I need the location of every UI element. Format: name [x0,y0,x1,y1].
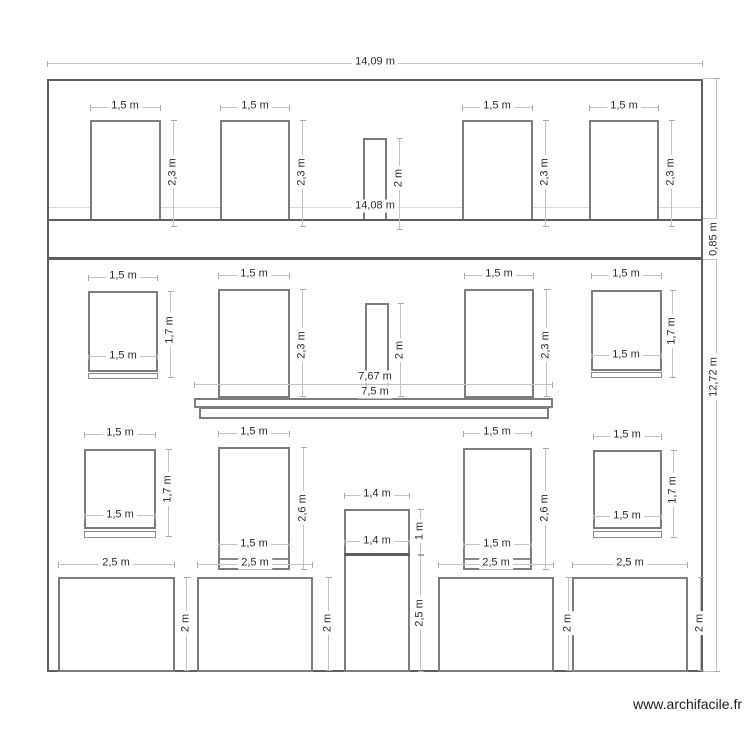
width-dim-label: 1,5 m [480,100,514,113]
width-dim-label: 1,5 m [609,268,643,281]
watermark: www.archifacile.fr [633,696,742,712]
width-dim-label: 1,5 m [607,100,641,113]
width-dim-label: 1,5 m [480,426,514,439]
height-dim-label: 2,3 m [296,328,309,362]
dim-label-floor-width: 14,08 m [352,200,398,213]
dim-label-total-height: 12,72 m [708,354,721,400]
dim-label-band-height: 0,85 m [708,219,721,259]
width-dim-label: 1,5 m [238,100,272,113]
height-dim-label: 1,7 m [666,314,679,348]
window-r1-c3[interactable] [462,120,533,221]
dim-label-total-width: 14,09 m [352,56,398,69]
window-r2-c1-sill [88,373,158,379]
door-r3-center[interactable] [344,509,410,672]
garage-opening-3[interactable] [438,577,554,672]
height-dim-label: 2,6 m [539,491,552,525]
door-upper-height-dim-label: 1 m [414,519,427,543]
sill-width-dim-label: 1,5 m [610,510,644,523]
height-dim-label: 2 m [180,611,193,635]
garage-opening-1[interactable] [58,577,175,672]
sill-width-dim-label: 1,5 m [106,350,140,363]
width-dim-label: 1,5 m [103,427,137,440]
ledge-inner[interactable] [199,407,549,419]
height-dim-label: 1,7 m [667,473,680,507]
width-dim-label: 2,5 m [613,557,647,570]
height-dim-label: 1,7 m [162,472,175,506]
width-dim-label: 1,5 m [237,426,271,439]
width-dim-label: 1,5 m [237,268,271,281]
sill-width-dim-label: 1,5 m [480,538,514,551]
height-dim-label: 2,3 m [539,155,552,189]
width-dim-label: 1,5 m [106,270,140,283]
dim-label-ledge-outer: 7,67 m [355,371,395,384]
width-dim-label: 2,5 m [238,557,272,570]
garage-opening-4[interactable] [572,577,688,672]
window-r3-c1-sill [84,531,156,538]
height-dim-label: 2 m [322,611,335,635]
height-dim-label: 2,6 m [297,491,310,525]
door-lower-height-dim-label: 2,5 m [414,596,427,630]
width-dim-label: 1,4 m [360,488,394,501]
window-r2-c4-sill [591,372,662,378]
height-dim-label: 2 m [562,611,575,635]
height-dim-label: 1,7 m [164,313,177,347]
height-dim-label: 2 m [694,611,707,635]
width-dim-label: 1,5 m [610,429,644,442]
height-dim-label: 2 m [393,166,406,190]
width-dim-label: 2,5 m [479,557,513,570]
floor-band-top-line [47,219,703,221]
window-r3-c3[interactable] [463,448,532,570]
extension-tick [703,259,716,260]
window-r3-c4-sill [593,531,662,538]
width-dim-label: 1,5 m [108,100,142,113]
floor-band-bottom-line [47,257,703,260]
door-r3-divider [344,553,410,556]
width-dim-label: 2,5 m [99,557,133,570]
window-r1-c2[interactable] [220,120,290,221]
height-dim-label: 2,3 m [296,155,309,189]
window-r2-c2[interactable] [218,289,290,398]
door-inner-width-dim-label: 1,4 m [360,535,394,548]
garage-opening-2[interactable] [197,577,313,672]
window-r3-c2[interactable] [218,447,290,570]
height-dim-label: 2,3 m [665,155,678,189]
sill-width-dim-label: 1,5 m [237,538,271,551]
window-r2-c3[interactable] [464,289,534,398]
dim-label-ledge-inner: 7,5 m [358,386,392,399]
height-dim-label: 2,3 m [540,328,553,362]
height-dim-label: 2 m [394,338,407,362]
sill-width-dim-label: 1,5 m [609,349,643,362]
sill-width-dim-label: 1,5 m [103,509,137,522]
window-r1-c4[interactable] [589,120,659,221]
height-dim-label: 2,3 m [167,155,180,189]
window-r1-c1[interactable] [90,120,161,221]
width-dim-label: 1,5 m [482,268,516,281]
